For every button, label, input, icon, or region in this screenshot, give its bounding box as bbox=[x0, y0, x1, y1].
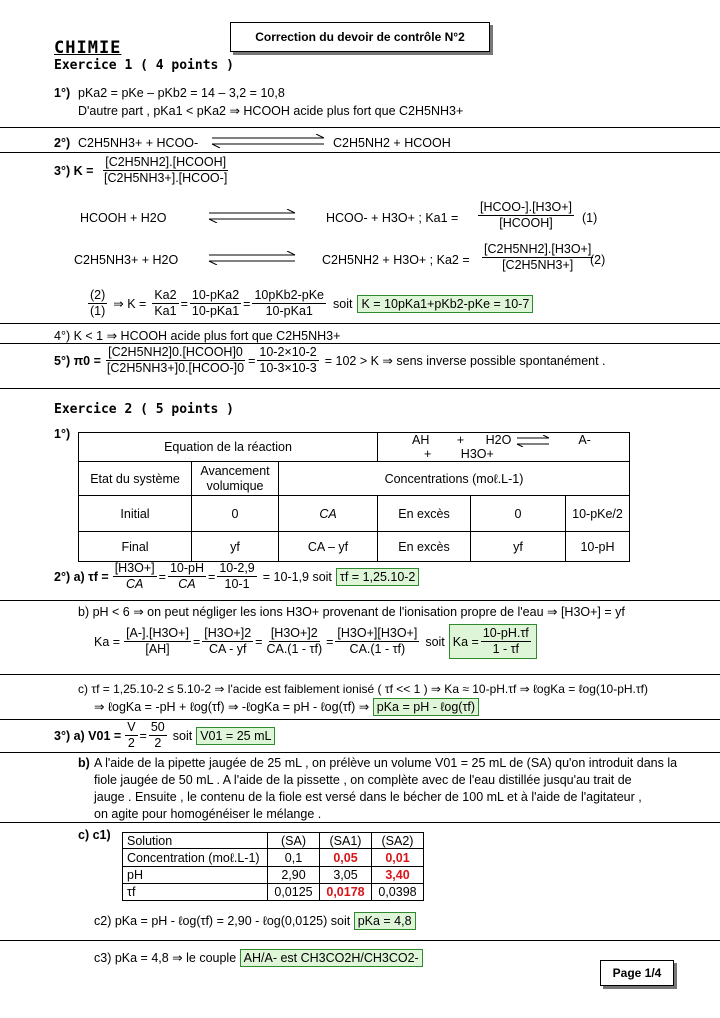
q2b-f4-den: CA.(1 - τf) bbox=[349, 642, 406, 656]
header-title: Correction du devoir de contrôle N°2 bbox=[255, 30, 465, 44]
cell: 0,1 bbox=[268, 849, 320, 867]
q3a-den2: 2 bbox=[154, 736, 162, 750]
header-title-box bbox=[230, 22, 490, 52]
ratio-f1-num: Ka2 bbox=[154, 288, 177, 302]
k-denominator: [C2H5NH3+].[HCOO-] bbox=[104, 171, 228, 185]
q2b-f1-num: [A-].[H3O+] bbox=[126, 626, 189, 640]
divider bbox=[0, 940, 720, 941]
q3a-num2: 50 bbox=[150, 720, 165, 734]
ex1-q4: 4°) K < 1 ⇒ HCOOH acide plus fort que C2H5NH3+ bbox=[54, 329, 341, 343]
species-plus: + bbox=[456, 433, 465, 447]
divider bbox=[0, 323, 720, 324]
ex2-q2c-line2 bbox=[94, 699, 479, 714]
k-numerator: [C2H5NH2].[HCOOH] bbox=[105, 155, 227, 169]
cell: 10-pKe/2 bbox=[566, 496, 630, 532]
ka1-denominator: [HCOOH] bbox=[499, 216, 553, 230]
species-h2o: H2O bbox=[485, 433, 512, 447]
cell: yf bbox=[192, 532, 279, 562]
q3a-den: 2 bbox=[127, 736, 135, 750]
ex1-q3-lead: 3°) K = bbox=[54, 164, 94, 178]
q3c-label: c) c1) bbox=[78, 828, 111, 842]
equilibrium-arrow-icon bbox=[210, 134, 328, 148]
k-result-box: K = 10pKa1+pKb2-pKe = 10-7 bbox=[357, 295, 533, 313]
c3-line bbox=[94, 950, 423, 965]
species-plus2: + bbox=[424, 447, 432, 461]
ratio-f2-num: 10-pKa2 bbox=[191, 288, 240, 302]
q2a-tail: = 10-1,9 soit bbox=[262, 569, 332, 584]
ex2-q2a-line: 2°) a) τf = $\frac{[H3O+]}{CA}$ = $\frac{10-pH}{CA}$ = $\frac{10-2,9}{10-1}$ = 10-1,9 soit τf = 1,25.10-2 bbox=[54, 561, 419, 592]
v01-result-box: V01 = 25 mL bbox=[196, 727, 275, 745]
page-number: Page 1/4 bbox=[612, 966, 662, 980]
cell: (SA) bbox=[268, 833, 320, 849]
cell: (SA1) bbox=[320, 833, 372, 849]
ex2-q2b-line1: b) pH < 6 ⇒ on peut négliger les ions H3O+ provenant de l'ionisation propre de l'eau ⇒ [H3O+] = yf bbox=[78, 605, 625, 619]
ex1-q1-line2: D'autre part , pKa1 < pKa2 ⇒ HCOOH acide plus fort que C2H5NH3+ bbox=[78, 104, 464, 118]
cell: 0,01 bbox=[372, 849, 424, 867]
cell: CA – yf bbox=[279, 532, 378, 562]
ex1-q2-left: C2H5NH3+ + HCOO- bbox=[78, 136, 199, 150]
divider bbox=[0, 152, 720, 153]
ratio-mid: ⇒ K = bbox=[113, 297, 147, 311]
q3a-soit: soit bbox=[172, 728, 193, 743]
q2a-f2-den: CA bbox=[178, 577, 196, 591]
q2b-f4-num: [H3O+][H3O+] bbox=[337, 626, 418, 640]
subject-heading: CHIMIE bbox=[54, 38, 122, 58]
cell: 0 bbox=[192, 496, 279, 532]
cell: Solution bbox=[123, 833, 268, 849]
conc-label: Concentrations (moℓ.L-1) bbox=[279, 462, 630, 496]
ex2-q2c-line1: c) τf = 1,25.10-2 ≤ 5.10-2 ⇒ l'acide est faiblement ionisé ( τf << 1 ) ⇒ Ka ≈ 10-pH.τf ⇒ ℓogKa = ℓog(10-pH.τf) bbox=[78, 682, 648, 696]
q3b-line: fiole jaugée de 50 mL . A l'aide de la pissette , on complète avec de l'eau distillée jusqu'au trait de bbox=[94, 773, 632, 787]
ex1-q2-num: 2°) bbox=[54, 136, 71, 150]
q2b-f3-den: CA.(1 - τf) bbox=[266, 642, 323, 656]
c2-text: c2) pKa = pH - ℓog(τf) = 2,90 - ℓog(0,0125) soit bbox=[94, 914, 351, 928]
ex2-q1-num: 1°) bbox=[54, 427, 71, 441]
eq2-right: C2H5NH2 + H3O+ ; Ka2 = bbox=[322, 253, 470, 267]
q5-den2: 10-3×10-3 bbox=[259, 361, 317, 375]
divider bbox=[0, 127, 720, 128]
cell: 0,0398 bbox=[372, 884, 424, 901]
ka-result-box bbox=[449, 624, 537, 659]
divider bbox=[0, 343, 720, 344]
ratio-soit: soit bbox=[333, 296, 353, 311]
cell: 3,40 bbox=[372, 867, 424, 884]
eq1-tag: (1) bbox=[582, 211, 598, 225]
q3b-line: on agite pour homogénéiser le mélange . bbox=[94, 807, 322, 821]
ka2-denominator: [C2H5NH3+] bbox=[502, 258, 574, 272]
ka-res-lead: Ka = bbox=[452, 634, 479, 649]
q2b-f3-num: [H3O+]2 bbox=[270, 626, 318, 640]
eq-species bbox=[378, 433, 630, 462]
ka1-fraction bbox=[476, 200, 576, 231]
ka1-numerator: [HCOO-].[H3O+] bbox=[480, 200, 573, 214]
cell: 10-pH bbox=[566, 532, 630, 562]
cell: Concentration (moℓ.L-1) bbox=[123, 849, 268, 867]
equilibrium-arrow-icon bbox=[207, 209, 299, 223]
cell: Initial bbox=[79, 496, 192, 532]
q5-num: [C2H5NH2]0.[HCOOH]0 bbox=[108, 345, 243, 359]
ratio-f3-den: 10-pKa1 bbox=[265, 304, 313, 318]
cell: 2,90 bbox=[268, 867, 320, 884]
cell: 0 bbox=[471, 496, 566, 532]
divider bbox=[0, 388, 720, 389]
eq1-left: HCOOH + H2O bbox=[80, 211, 167, 225]
c2-line bbox=[94, 914, 416, 928]
q5-num2: 10-2×10-2 bbox=[259, 345, 317, 359]
couple-result-box: AH/A- est CH3CO2H/CH3CO2- bbox=[240, 949, 423, 967]
q2a-lead: 2°) a) τf = bbox=[54, 569, 109, 584]
q2b-f2-num: [H3O+]2 bbox=[204, 626, 252, 640]
cell: Final bbox=[79, 532, 192, 562]
ex1-q5-line: 5°) π0 = $\frac{\text{[C2H5NH2]0.[HCOOH]0}}{\text{[C2H5NH3+]0.[HCOO-]0}}$ = $\frac{10-2\times 10-2}{10-3\times 10-3}$ = 102 > K ⇒ sens inverse possible spontanément . bbox=[54, 345, 606, 375]
page-number-box bbox=[600, 960, 674, 986]
species-a: A- bbox=[578, 433, 591, 447]
q3b-line: A l'aide de la pipette jaugée de 25 mL , on prélève un volume V01 = 25 mL de (SA) qu'on introduit dans la bbox=[94, 756, 678, 770]
c3-text: c3) pKa = 4,8 ⇒ le couple bbox=[94, 951, 237, 965]
ka2-fraction bbox=[480, 242, 595, 273]
divider bbox=[0, 674, 720, 675]
divider bbox=[0, 752, 720, 753]
divider bbox=[0, 822, 720, 823]
pka-formula-box: pKa = pH - ℓog(τf) bbox=[373, 698, 479, 716]
ex1-q1-line1: pKa2 = pKe – pKb2 = 14 – 3,2 = 10,8 bbox=[78, 86, 285, 100]
q2a-f3-num: 10-2,9 bbox=[219, 561, 255, 575]
ka-res-den: 1 - τf bbox=[492, 642, 520, 656]
ratio-den: (1) bbox=[90, 304, 106, 318]
cell: pH bbox=[123, 867, 268, 884]
q2a-f2-num: 10-pH bbox=[169, 561, 204, 575]
eq1-right: HCOO- + H3O+ ; Ka1 = bbox=[326, 211, 459, 225]
q5-den: [C2H5NH3+]0.[HCOO-]0 bbox=[106, 361, 245, 375]
ka-res-num: 10-pH.τf bbox=[482, 626, 529, 640]
ex1-q2-right: C2H5NH2 + HCOOH bbox=[333, 136, 451, 150]
cell: 0,05 bbox=[320, 849, 372, 867]
cell: τf bbox=[123, 884, 268, 901]
eq-label: Equation de la réaction bbox=[79, 433, 378, 462]
q3a-lead: 3°) a) V01 = bbox=[54, 728, 122, 743]
ex2-q3a-line: 3°) a) V01 = $\frac{V}{2}$ = $\frac{50}{2}$ soit V01 = 25 mL bbox=[54, 720, 275, 751]
equilibrium-arrow-icon bbox=[207, 251, 299, 265]
q2b-f2-den: CA - yf bbox=[208, 642, 247, 656]
advance-label: Avancement volumique bbox=[192, 462, 279, 496]
ratio-num: (2) bbox=[90, 288, 106, 302]
q2a-f3-den: 10-1 bbox=[224, 577, 250, 591]
cell: 3,05 bbox=[320, 867, 372, 884]
ratio-line: $\frac{(2)}{(1)}$ ⇒ K = $\frac{Ka2}{Ka1}$ = $\frac{\text{10-pKa2}}{\text{10-pKa1}}$ = $\frac{\text{10pKb2-pKe}}{\text{10-pKa1}}$ soit K = 10pKa1+pKb2-pKe = 10-7 bbox=[86, 288, 533, 319]
q5-tail: = 102 > K ⇒ sens inverse possible spontanément . bbox=[324, 354, 606, 368]
tau-result-box: τf = 1,25.10-2 bbox=[336, 568, 419, 586]
exercise2-title: Exercice 2 ( 5 points ) bbox=[54, 402, 235, 417]
ex2-q2b-line2: Ka = $\frac{[A-].[H3O+]}{[AH]}$ = $\frac{[H3O+]2}{CA - yf}$ = $\frac{[H3O+]2}{CA.(1 - \tau f)}$ = $\frac{[H3O+][H3O+]}{CA.(1 - \tau f)}$ soit Ka = $\frac{10-pH.\tau f}{1 - \tau f}$ bbox=[94, 624, 537, 659]
state-label: Etat du système bbox=[79, 462, 192, 496]
divider bbox=[0, 600, 720, 601]
q2b-soit: soit bbox=[425, 634, 445, 649]
cell: (SA2) bbox=[372, 833, 424, 849]
q3b-line: jauge . Ensuite , le contenu de la fiole est versé dans le bécher de 100 mL et à l'aide de l'agitateur , bbox=[94, 790, 642, 804]
species-ah: AH bbox=[412, 433, 430, 447]
exercise1-title: Exercice 1 ( 4 points ) bbox=[54, 58, 235, 73]
ex1-q1-num: 1°) bbox=[54, 86, 71, 100]
equilibrium-arrow-icon bbox=[515, 435, 551, 447]
cell: En excès bbox=[378, 496, 471, 532]
ratio-f3-num: 10pKb2-pKe bbox=[254, 288, 324, 302]
q3a-num: V bbox=[127, 720, 136, 734]
q2a-f1-num: [H3O+] bbox=[114, 561, 155, 575]
q2b-ka: Ka = bbox=[94, 634, 121, 649]
advancement-table bbox=[78, 432, 630, 562]
q2a-f1-den: CA bbox=[125, 577, 144, 591]
ex1-k-fraction bbox=[100, 155, 231, 186]
cell: CA bbox=[279, 496, 378, 532]
cell: 0,0125 bbox=[268, 884, 320, 901]
species-h3o: H3O+ bbox=[460, 447, 494, 461]
ka2-numerator: [C2H5NH2].[H3O+] bbox=[484, 242, 592, 256]
q2c-line2-text: ⇒ ℓogKa = -pH + ℓog(τf) ⇒ -ℓogKa = pH - ℓog(τf) ⇒ bbox=[94, 700, 370, 714]
pka-result-box: pKa = 4,8 bbox=[354, 912, 416, 930]
cell: yf bbox=[471, 532, 566, 562]
dilution-table bbox=[122, 832, 424, 901]
eq2-tag: (2) bbox=[590, 253, 606, 267]
q3b-label: b) bbox=[78, 756, 90, 770]
ratio-f1-den: Ka1 bbox=[154, 304, 177, 318]
cell: En excès bbox=[378, 532, 471, 562]
ratio-f2-den: 10-pKa1 bbox=[191, 304, 240, 318]
cell: 0,0178 bbox=[320, 884, 372, 901]
eq2-left: C2H5NH3+ + H2O bbox=[74, 253, 179, 267]
q5-lead: 5°) π0 = bbox=[54, 353, 101, 368]
q2b-f1-den: [AH] bbox=[145, 642, 170, 656]
